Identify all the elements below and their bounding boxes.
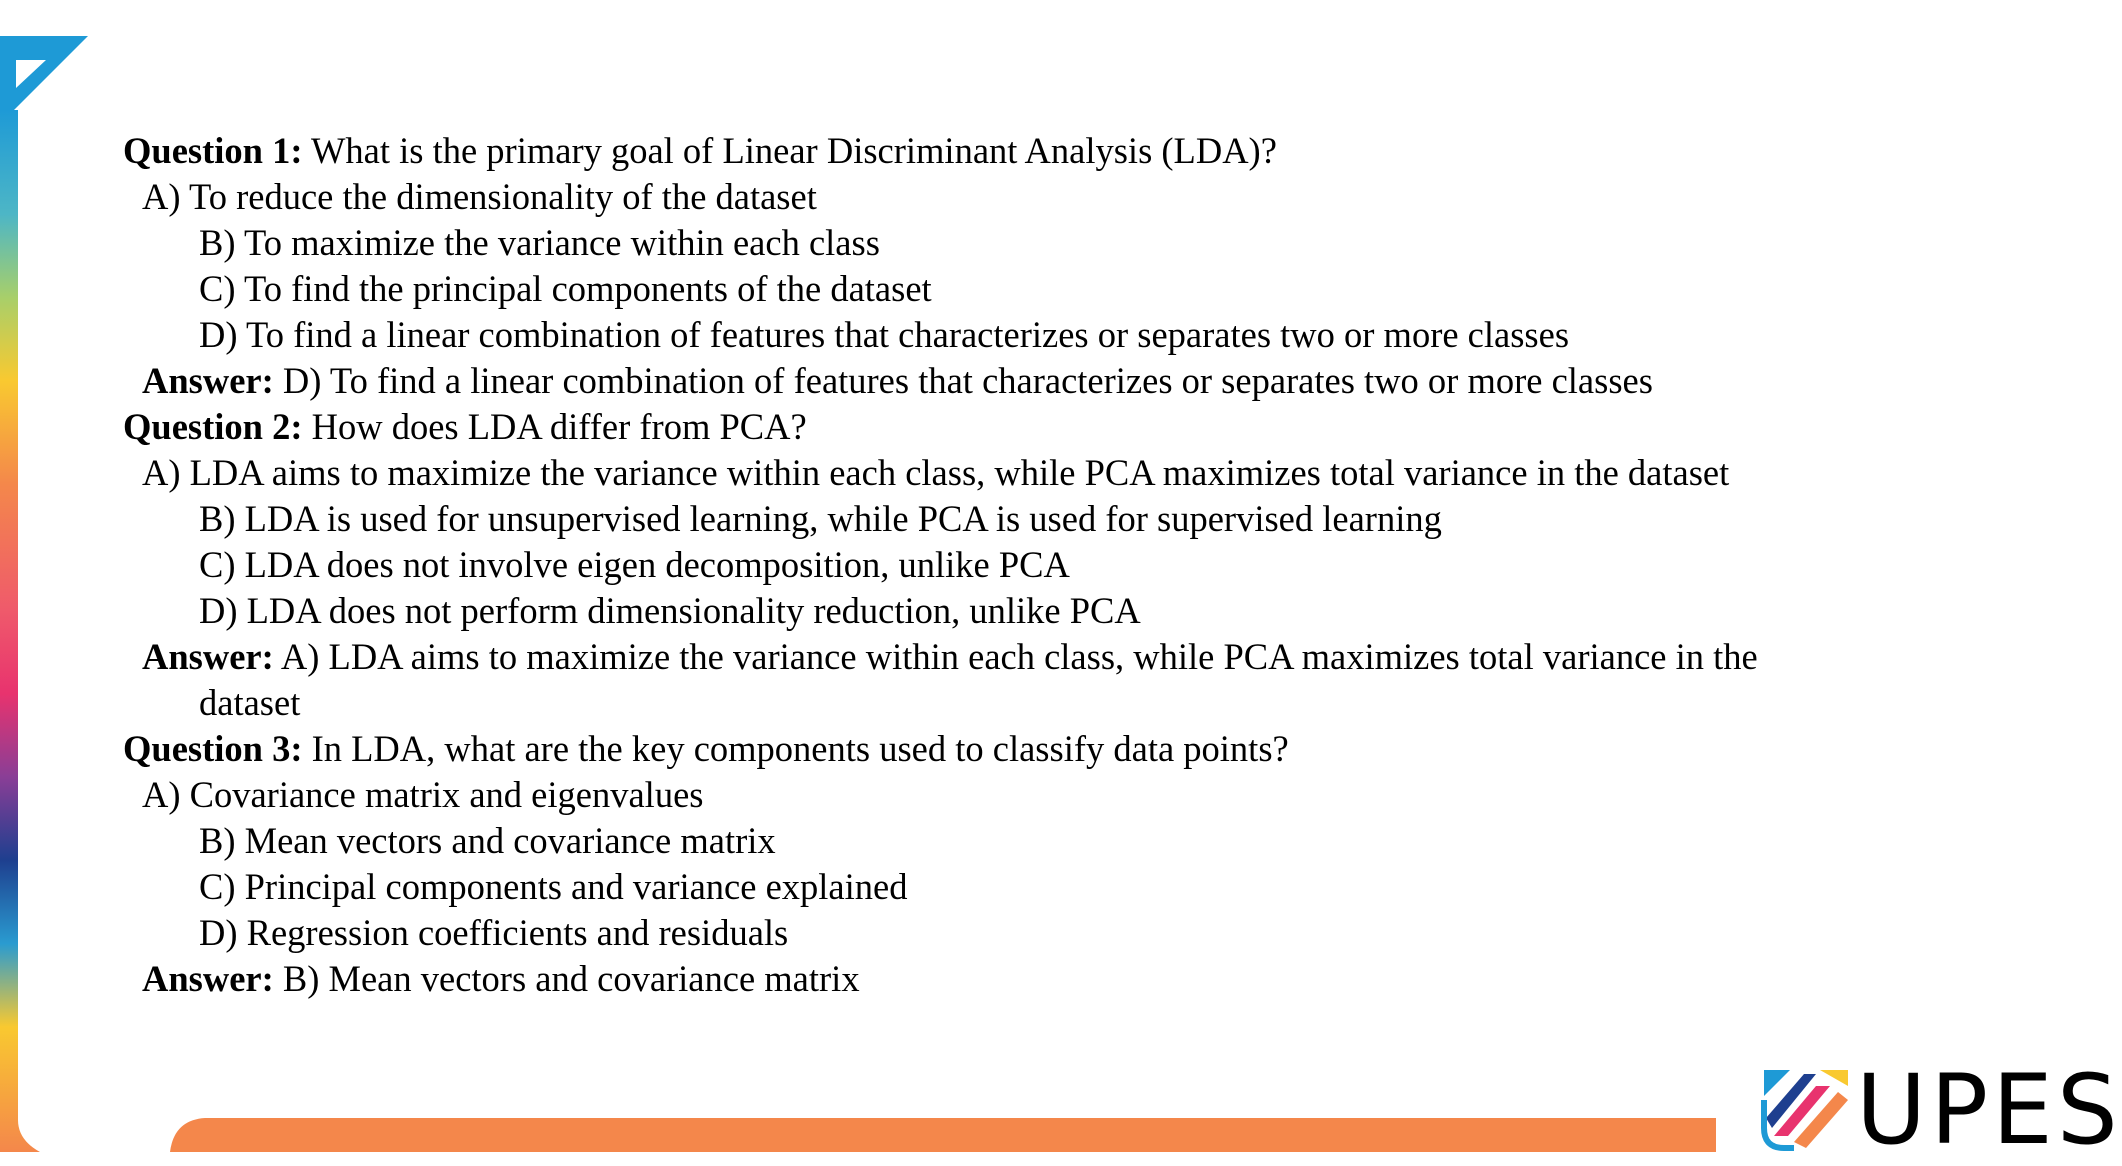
question-1-option-b: B) To maximize the variance within each class (199, 222, 880, 263)
question-2 (0, 404, 1900, 450)
question-1-option-c: C) To find the principal components of the dataset (199, 268, 932, 309)
answer-text: D) To find a linear combination of features that characterizes or separates two or more classes (273, 360, 1653, 401)
question-label: Question 1: (123, 130, 303, 171)
question-2-option-c: C) LDA does not involve eigen decomposition, unlike PCA (199, 544, 1070, 585)
question-label: Question 2: (123, 406, 303, 447)
question-3-option-b: B) Mean vectors and covariance matrix (199, 820, 776, 861)
question-3-option-a: A) Covariance matrix and eigenvalues (142, 774, 704, 815)
question-2-answer (0, 634, 1900, 680)
question-text: How does LDA differ from PCA? (302, 406, 807, 447)
upes-logo (1760, 1054, 2122, 1166)
question-1 (0, 128, 1900, 174)
question-1-answer (0, 358, 1900, 404)
question-1-option-a: A) To reduce the dimensionality of the dataset (142, 176, 817, 217)
question-3-option-c: C) Principal components and variance explained (199, 866, 908, 907)
answer-label: Answer: (142, 636, 274, 677)
question-3 (0, 726, 1900, 772)
question-text: What is the primary goal of Linear Discriminant Analysis (LDA)? (302, 130, 1277, 171)
question-1-option-d: D) To find a linear combination of features that characterizes or separates two or more classes (199, 314, 1570, 355)
answer-text: B) Mean vectors and covariance matrix (273, 958, 860, 999)
question-3-answer (0, 956, 1900, 1002)
question-2-option-d: D) LDA does not perform dimensionality reduction, unlike PCA (199, 590, 1141, 631)
quiz-content (0, 128, 1900, 1002)
question-3-option-d: D) Regression coefficients and residuals (199, 912, 789, 953)
answer-label: Answer: (142, 360, 274, 401)
question-2-option-b: B) LDA is used for unsupervised learning, while PCA is used for supervised learning (199, 498, 1442, 539)
question-2-option-a: A) LDA aims to maximize the variance within each class, while PCA maximizes total variance in the dataset (142, 452, 1730, 493)
question-text: In LDA, what are the key components used to classify data points? (302, 728, 1289, 769)
question-2-answer-continuation: dataset (199, 682, 301, 723)
logo-text: UPES (1856, 1054, 2122, 1166)
bottom-orange-bar (170, 1118, 1716, 1152)
answer-text: A) LDA aims to maximize the variance within each class, while PCA maximizes total variance in the (273, 636, 1758, 677)
answer-label: Answer: (142, 958, 274, 999)
logo-mark-icon (1760, 1066, 1852, 1152)
question-label: Question 3: (123, 728, 303, 769)
